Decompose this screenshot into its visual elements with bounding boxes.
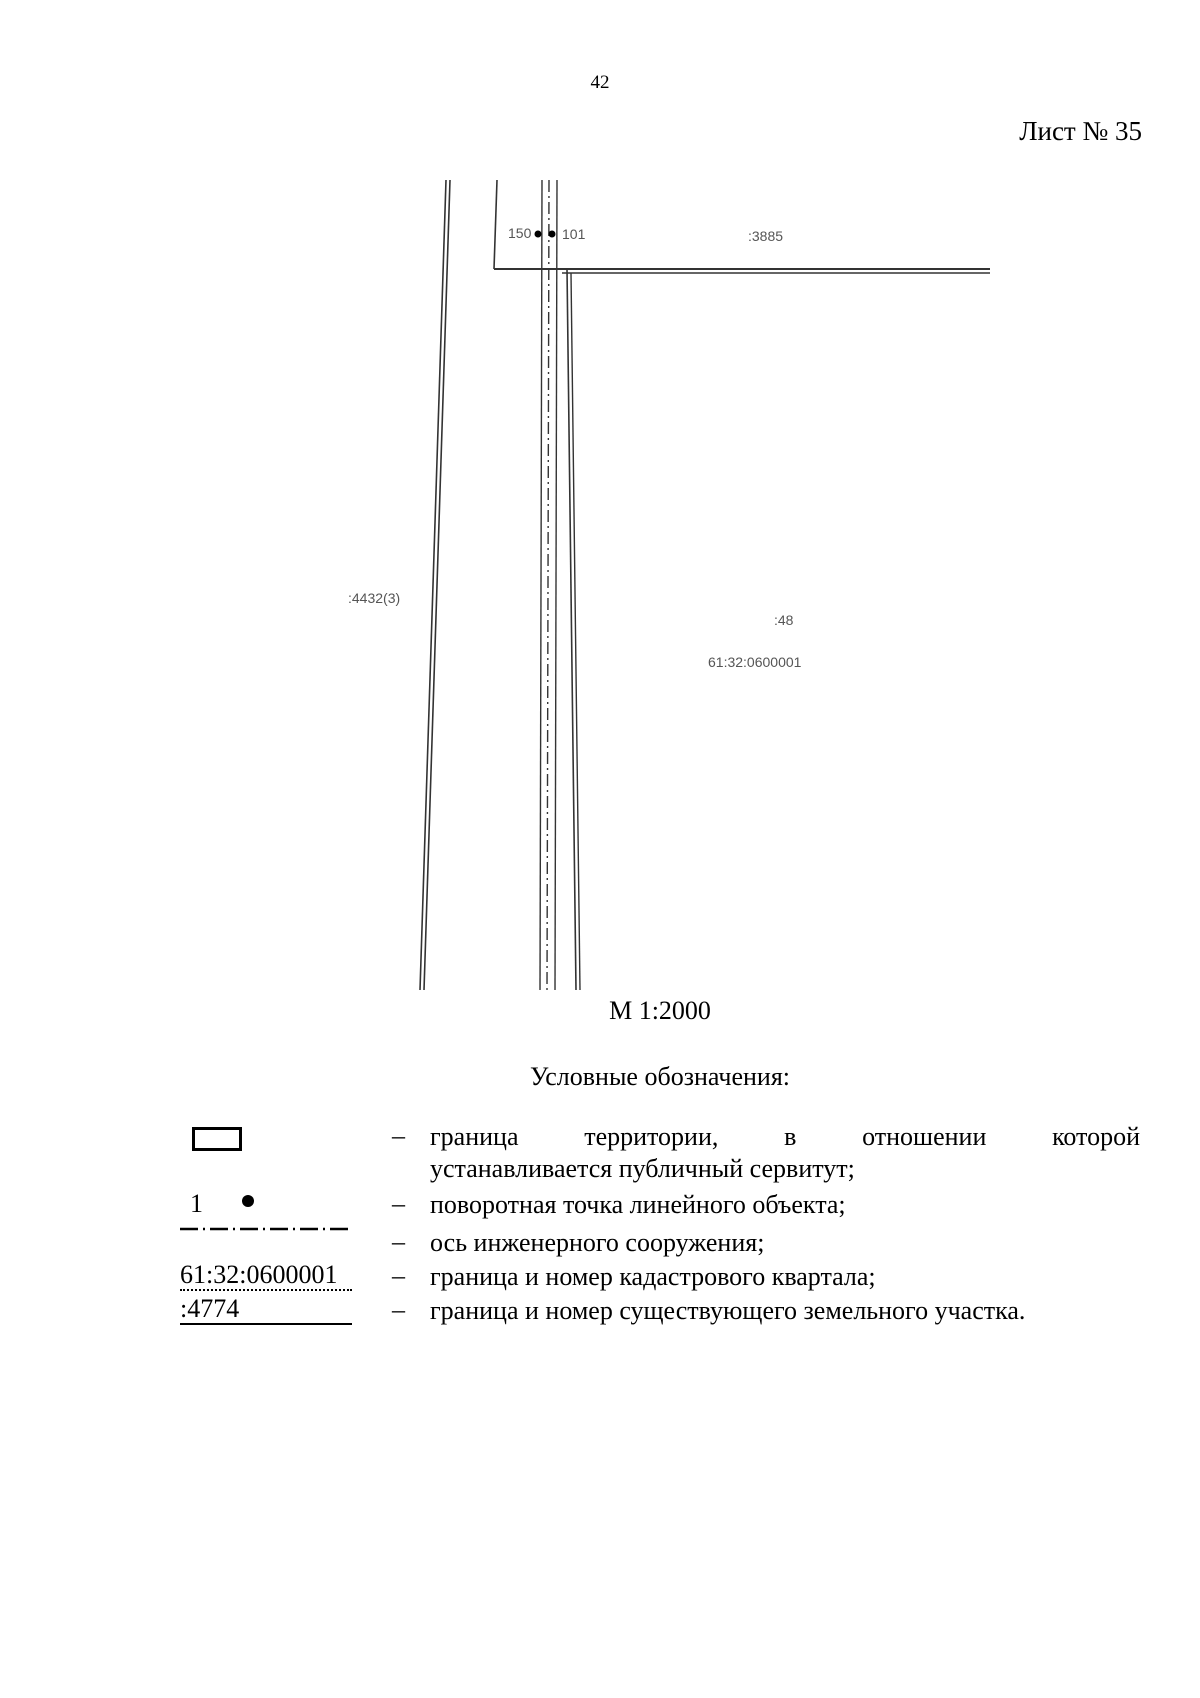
- legend-text-axis: ось инженерного сооружения;: [430, 1228, 765, 1257]
- parcel-4432-boundary-inner: [424, 180, 450, 990]
- servitude-boundary-right: [555, 180, 557, 990]
- parcel-label-4432: :4432(3): [348, 590, 401, 606]
- legend-row-parcel: [180, 1295, 1140, 1329]
- engineering-axis: [547, 180, 549, 990]
- legend-text-parcel: граница и номер существующего земельного участка.: [430, 1296, 1026, 1325]
- legend-point-number: 1: [190, 1189, 203, 1218]
- legend-title: Условные обозначения:: [529, 1062, 791, 1091]
- sheet-label: Лист № 35: [1019, 116, 1142, 146]
- point-label-101: 101: [562, 226, 586, 242]
- legend-row-quarter: [180, 1261, 1140, 1295]
- turning-point-101: [549, 231, 556, 238]
- legend-row-axis: [180, 1225, 1140, 1261]
- legend-point-dot-icon: [242, 1195, 254, 1207]
- legend-text-servitude-line1: граница территории, в отношении которой: [430, 1122, 1140, 1151]
- quarter-label: 61:32:0600001: [708, 654, 802, 670]
- legend-row-servitude-boundary: [180, 1121, 1140, 1191]
- parcel-48-left-boundary: [567, 269, 576, 990]
- legend-dash: –: [392, 1121, 405, 1150]
- legend-quarter-number: 61:32:0600001: [180, 1261, 352, 1291]
- legend-row-turning-point: [180, 1191, 1140, 1225]
- map-scale: М 1:2000: [609, 996, 711, 1025]
- legend: [180, 1121, 1140, 1329]
- point-label-150: 150: [508, 225, 532, 241]
- parcel-3885-left-boundary: [494, 180, 497, 269]
- page-number: 42: [590, 72, 610, 93]
- turning-point-150: [535, 231, 542, 238]
- parcel-48-left-boundary-inner: [571, 273, 580, 990]
- servitude-boundary-left: [540, 180, 542, 990]
- legend-dash: –: [392, 1261, 405, 1290]
- legend-text-turning-point: поворотная точка линейного объекта;: [430, 1190, 846, 1219]
- legend-parcel-number: :4774: [180, 1295, 352, 1325]
- parcel-label-3885: :3885: [748, 228, 784, 244]
- legend-dash: –: [392, 1189, 405, 1218]
- legend-text-servitude-line2: устанавливается публичный сервитут;: [430, 1154, 855, 1183]
- parcel-4432-boundary: [420, 180, 446, 990]
- legend-text-quarter: граница и номер кадастрового квартала;: [430, 1262, 876, 1291]
- legend-dash: –: [392, 1295, 405, 1324]
- parcel-label-48: :48: [774, 612, 794, 628]
- legend-dash: –: [392, 1227, 405, 1256]
